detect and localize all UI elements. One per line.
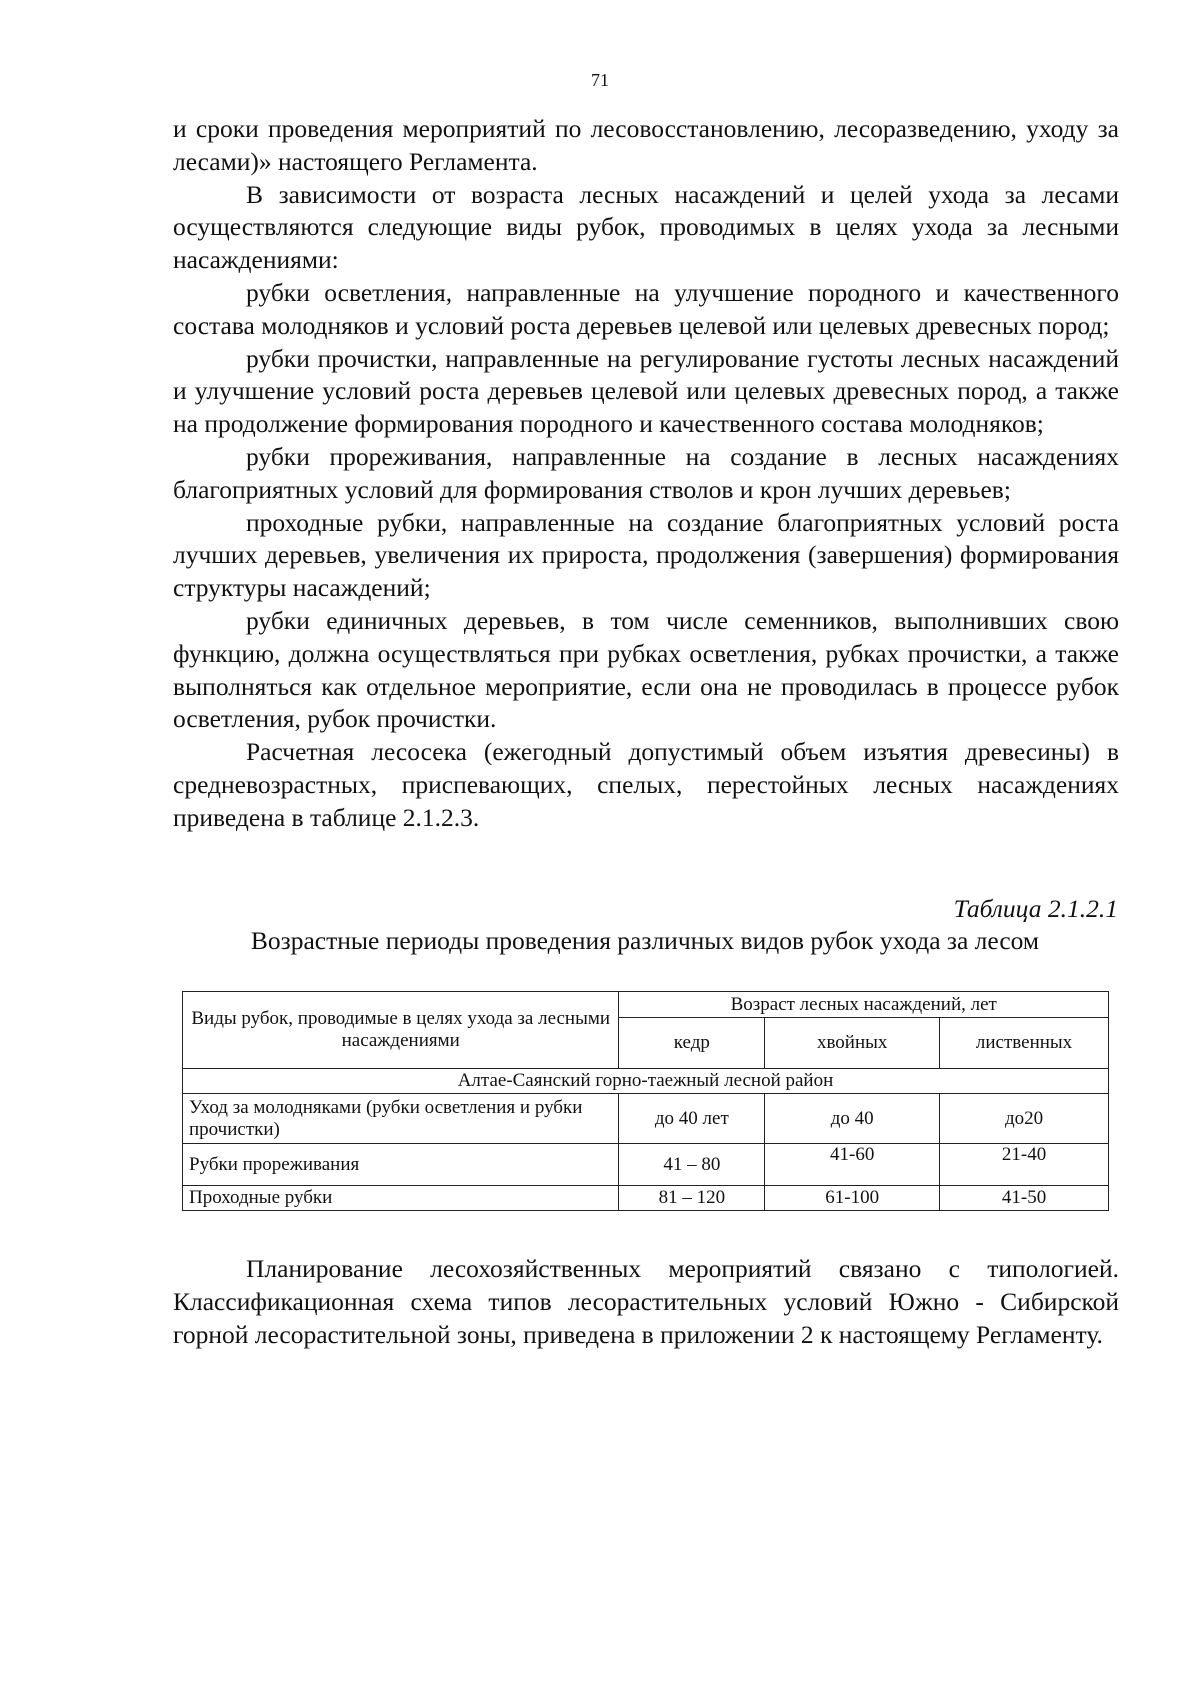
paragraph: рубки прореживания, направленные на создание в лесных насаждениях благоприятных условий для формирования стволов и крон лучших деревьев;	[173, 441, 1119, 504]
table-row	[183, 1186, 1109, 1211]
closing-text	[173, 1253, 1119, 1351]
region-cell: Алтае-Саянский горно-таежный лесной район	[183, 1069, 1109, 1094]
value-cell: 41 – 80	[619, 1144, 765, 1186]
value-cell: 81 – 120	[619, 1186, 765, 1211]
subheader-cell: хвойных	[765, 1018, 940, 1069]
paragraph: рубки прочистки, направленные на регулирование густоты лесных насаждений и улучшение условий роста деревьев целевой или целевых древесных пород, а также на продолжение формирования породного и качественного состава молодняков;	[173, 343, 1119, 439]
data-table	[182, 991, 1109, 1211]
value-cell: 41-60	[765, 1144, 940, 1186]
paragraph: и сроки проведения мероприятий по лесовосстановлению, лесоразведению, уходу за лесами)» настоящего Регламента.	[173, 114, 1119, 176]
subheader-cell: кедр	[619, 1018, 765, 1069]
table-caption: Таблица 2.1.2.1	[953, 894, 1118, 923]
header-cell-age: Возраст лесных насаждений, лет	[619, 992, 1109, 1018]
row-name-cell: Рубки прореживания	[183, 1144, 619, 1186]
paragraph: проходные рубки, направленные на создание благоприятных условий роста лучших деревьев, увеличения их прироста, продолжения (завершения) формирования структуры насаждений;	[173, 507, 1119, 603]
body-text	[173, 113, 1119, 835]
paragraph: В зависимости от возраста лесных насаждений и целей ухода за лесами осуществляются следующие виды рубок, проводимых в целях ухода за лесными насаждениями:	[173, 179, 1119, 275]
paragraph: рубки осветления, направленные на улучшение породного и качественного состава молодняков и условий роста деревьев целевой или целевых древесных пород;	[173, 277, 1119, 340]
value-cell: 41-50	[940, 1186, 1109, 1211]
value-cell: до 40 лет	[619, 1094, 765, 1144]
header-cell-types: Виды рубок, проводимые в целях ухода за лесными насаждениями	[183, 992, 619, 1069]
subheader-cell: лиственных	[940, 1018, 1109, 1069]
table-header-row	[183, 992, 1109, 1018]
table-title: Возрастные периоды проведения различных видов рубок ухода за лесом	[250, 926, 1040, 955]
value-cell: до20	[940, 1094, 1109, 1144]
table-region-row	[183, 1069, 1109, 1094]
table-row	[183, 1144, 1109, 1186]
paragraph: Планирование лесохозяйственных мероприятий связано с типологией. Классификационная схема типов лесорастительных условий Южно - Сибирской горной лесорастительной зоны, приведена в приложении 2 к настоящему Регламенту.	[173, 1254, 1119, 1349]
value-cell: до 40	[765, 1094, 940, 1144]
value-cell: 61-100	[765, 1186, 940, 1211]
page-number: 71	[591, 70, 609, 90]
table-row	[183, 1094, 1109, 1144]
row-name-cell: Проходные рубки	[183, 1186, 619, 1211]
value-cell: 21-40	[940, 1144, 1109, 1186]
paragraph: Расчетная лесосека (ежегодный допустимый объем изъятия древесины) в средневозрастных, приспевающих, спелых, перестойных лесных насаждениях приведена в таблице 2.1.2.3.	[173, 737, 1119, 832]
row-name-cell: Уход за молодняками (рубки осветления и рубки прочистки)	[183, 1094, 619, 1144]
paragraph: рубки единичных деревьев, в том числе семенников, выполнивших свою функцию, должна осуществляться при рубках осветления, рубках прочистки, а также выполняться как отдельное мероприятие, если она не проводилась в процессе рубок осветления, рубок прочистки.	[173, 605, 1119, 734]
